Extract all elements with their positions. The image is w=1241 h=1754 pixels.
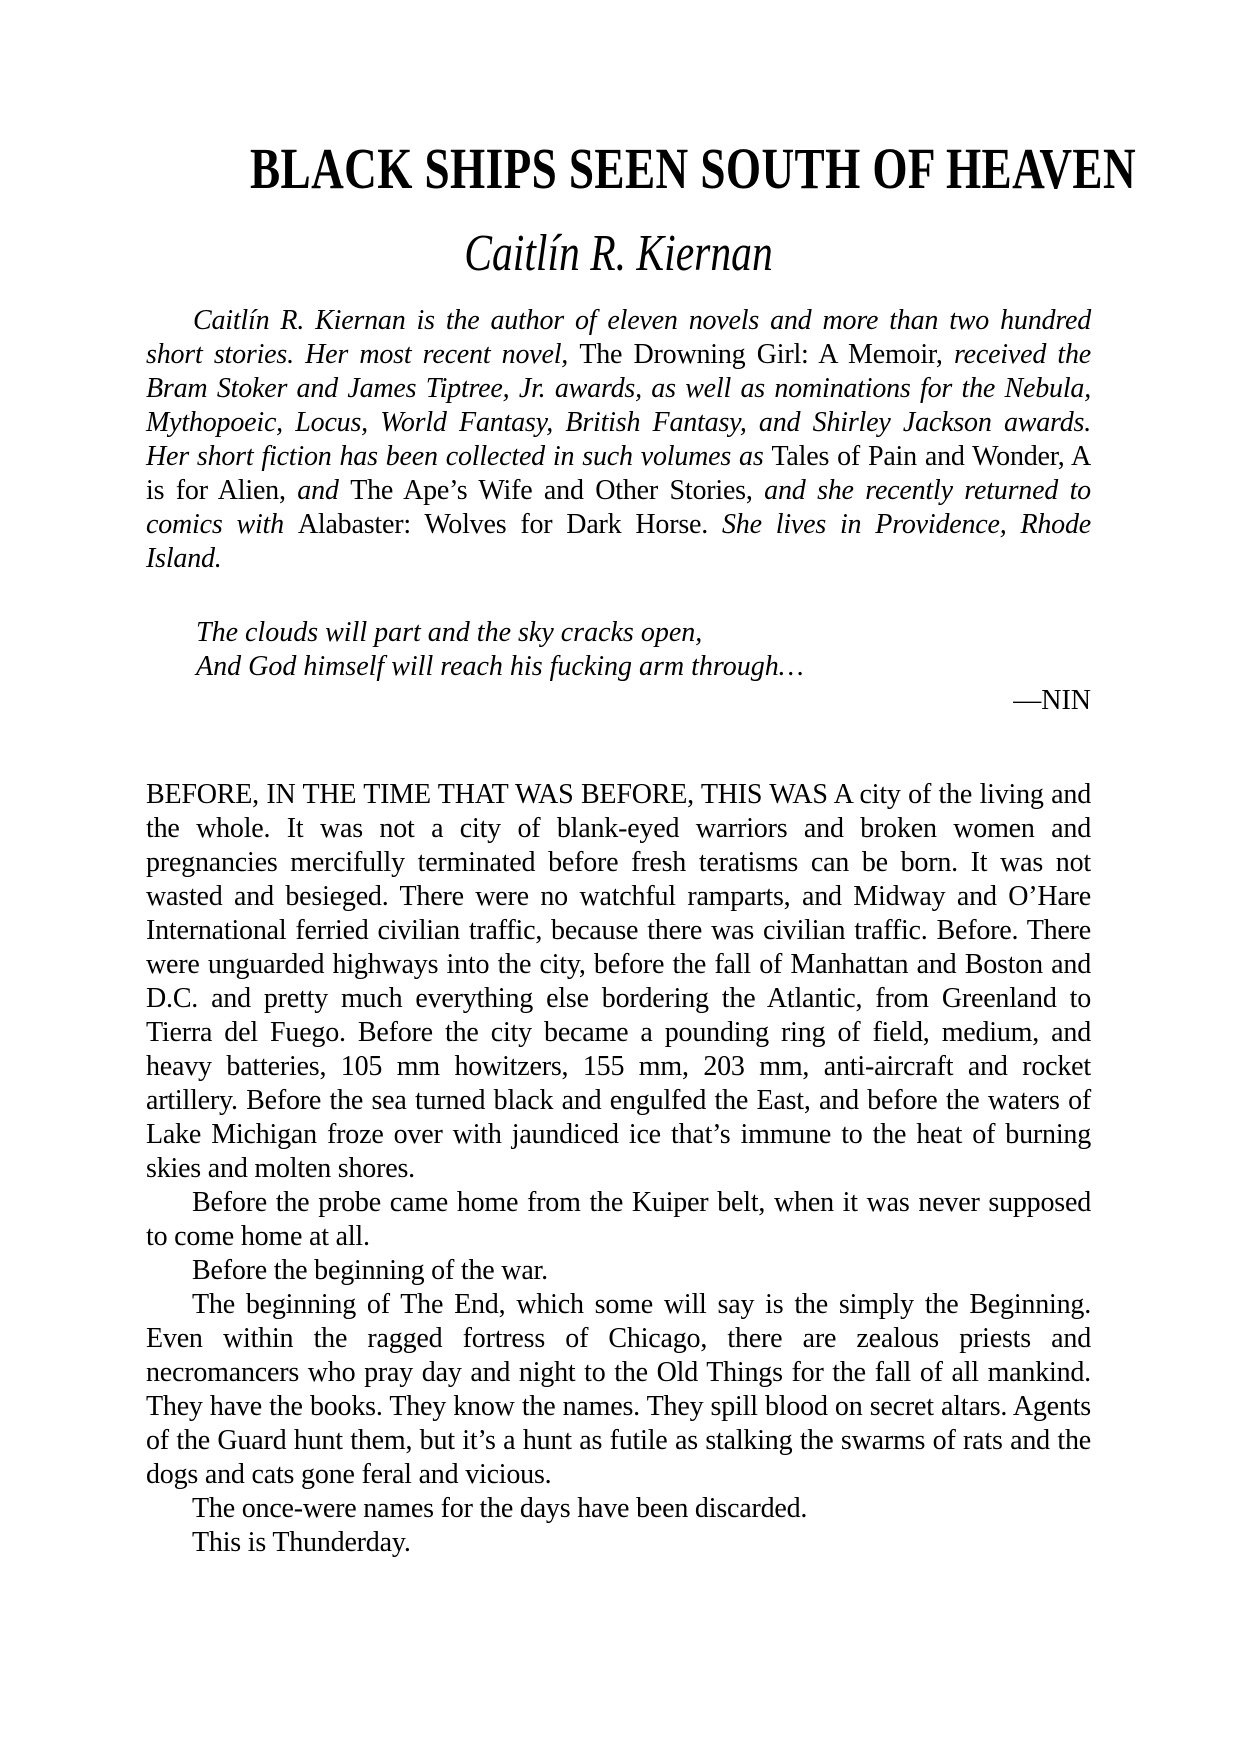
bio-segment: The Drowning Girl: A Memoir, xyxy=(579,339,943,370)
bio-segment: received the Bram Stoker and James Tiptree, Jr. awards, as well as nominations for the Nebula, Mythopoeic, Locus, World Fantasy, British Fantasy, and Shirley Jackson awards. Her short fiction has been collected in such volumes as xyxy=(146,339,1091,472)
author-bio xyxy=(146,304,1091,576)
story-paragraph: Before the beginning of the war. xyxy=(192,1255,548,1286)
epigraph-line: The clouds will part and the sky cracks open, xyxy=(196,617,703,648)
bio-segment: Alabaster: Wolves for Dark Horse. xyxy=(297,509,722,540)
story-paragraph: The once-were names for the days have been discarded. xyxy=(192,1493,808,1524)
epigraph-line: And God himself will reach his fucking arm through… xyxy=(196,651,804,682)
story-author: Caitlín R. Kiernan xyxy=(464,225,773,282)
bio-segment: The Ape’s Wife and Other Stories, xyxy=(350,475,753,506)
story-paragraph: This is Thunderday. xyxy=(192,1527,411,1558)
bio-segment: Tales of Pain and Wonder, A is for Alien, xyxy=(146,441,1091,506)
epigraph-lines xyxy=(146,616,1091,684)
story-paragraph: BEFORE, IN THE TIME THAT WAS BEFORE, THIS WAS A city of the living and the whole. It was not a city of blank-eyed warriors and broken women and pregnancies mercifully terminated before fresh teratisms can be born. It was not wasted and besieged. There were no watchful ramparts, and Midway and O’Hare International ferried civilian traffic, because there was civilian traffic. Before. There were unguarded highways into the city, before the fall of Manhattan and Boston and D.C. and pretty much everything else bordering the Atlantic, from Greenland to Tierra del Fuego. Before the city became a pounding ring of field, medium, and heavy batteries, 105 mm howitzers, 155 mm, 203 mm, anti-aircraft and rocket artillery. Before the sea turned black and engulfed the East, and before the waters of Lake Michigan froze over with jaundiced ice that’s immune to the heat of burning skies and molten shores. xyxy=(146,779,1091,1184)
epigraph xyxy=(146,616,1091,718)
bio-segment: and xyxy=(285,475,351,506)
story-paragraph: Before the probe came home from the Kuiper belt, when it was never supposed to come home at all. xyxy=(146,1187,1091,1252)
bio-segment: She lives in Providence, Rhode Island. xyxy=(146,509,1091,574)
story-paragraph: The beginning of The End, which some will say is the simply the Beginning. Even within the ragged fortress of Chicago, there are zealous priests and necromancers who pray day and night to the Old Things for the fall of all mankind. They have the books. They know the names. They spill blood on secret altars. Agents of the Guard hunt them, but it’s a hunt as futile as stalking the swarms of rats and the dogs and cats gone feral and vicious. xyxy=(146,1289,1091,1490)
story-body xyxy=(146,778,1091,1560)
bio-segment: and she recently returned to comics with xyxy=(146,475,1091,540)
story-title: BLACK SHIPS SEEN SOUTH OF HEAVEN xyxy=(249,136,1137,201)
epigraph-attribution: —NIN xyxy=(1013,685,1091,716)
bio-segment: Caitlín R. Kiernan is the author of eleven novels and more than two hundred short stories. Her most recent novel, xyxy=(146,305,1091,370)
